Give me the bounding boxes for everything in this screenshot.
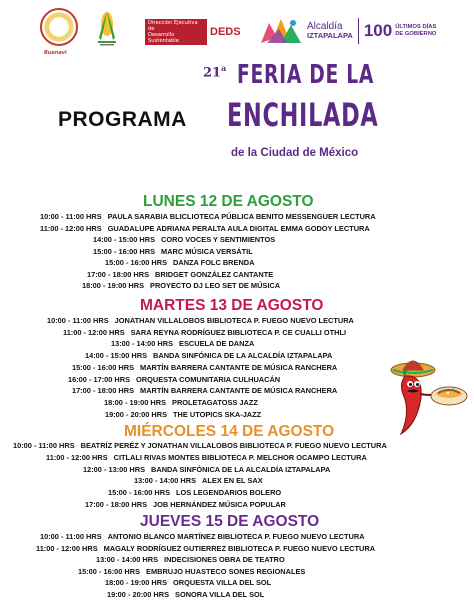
schedule-time: 17:00 - 18:00 HRS	[72, 386, 135, 396]
alcaldia-line1: Alcaldía	[307, 21, 343, 32]
schedule-activity: ORQUESTA COMUNITARIA CULHUACÁN	[136, 374, 281, 384]
schedule-time: 10:00 - 11:00 HRS	[47, 316, 109, 325]
schedule-row	[78, 567, 305, 577]
schedule-row	[111, 339, 254, 349]
schedule-activity: MAGALY RODRÍGUEZ GUTIERREZ BIBLIOTECA P. FUEGO NUEVO LECTURA	[103, 543, 376, 553]
schedule-activity: JOB HERNÁNDEZ MÚSICA POPULAR	[153, 500, 286, 509]
schedule-time: 18:00 - 19:00 HRS	[82, 281, 145, 290]
schedule-row	[46, 453, 367, 463]
schedule-time: 15:00 - 16:00 HRS	[105, 258, 168, 267]
days-text	[395, 24, 436, 38]
chili-mascot-illustration	[383, 354, 469, 440]
schedule-time: 11:00 - 12:00 HRS	[40, 223, 102, 233]
schedule-time: 15:00 - 16:00 HRS	[78, 566, 141, 576]
schedule-row	[93, 235, 275, 245]
schedule-row	[93, 247, 253, 257]
schedule-time: 18:00 - 19:00 HRS	[104, 397, 167, 407]
edition-number	[203, 63, 226, 80]
schedule-row	[85, 351, 332, 361]
schedule-activity: DANZA FOLC BRENDA	[173, 258, 255, 267]
alcaldia-emblem	[259, 17, 303, 45]
schedule-row	[105, 410, 261, 420]
schedule-row	[134, 476, 263, 486]
edition-value: 21	[203, 65, 222, 81]
deds-box-line1: Dirección Ejecutiva de	[148, 20, 198, 32]
schedule-row	[82, 281, 280, 291]
schedule-row	[40, 224, 370, 234]
schedule-time: 13:00 - 14:00 HRS	[96, 555, 159, 564]
schedule-time: 10:00 - 11:00 HRS	[40, 532, 102, 541]
schedule-activity: SARA REYNA RODRÍGUEZ BIBLIOTECA P. CE CUALLI OTHLI	[130, 327, 347, 337]
event-title-line1: FERIA DE LA	[237, 60, 375, 90]
schedule-row	[105, 258, 254, 268]
schedule-time: 10:00 - 11:00 HRS	[13, 441, 75, 450]
schedule-row	[36, 544, 375, 554]
deds-box-line2: Desarrollo Sustentable	[148, 32, 179, 44]
schedule-activity: PROLETAGATOSS JAZZ	[172, 397, 258, 407]
alcaldia-divider	[358, 18, 359, 44]
schedule-row	[13, 441, 387, 451]
schedule-activity: ORQUESTA VILLA DEL SOL	[173, 578, 272, 587]
schedule-time: 10:00 - 11:00 HRS	[40, 212, 102, 221]
schedule-row	[83, 465, 330, 475]
schedule-activity: THE UTOPICS SKA-JAZZ	[173, 409, 262, 419]
alcaldia-logo	[259, 16, 436, 46]
schedule-activity: BANDA SINFÓNICA DE LA ALCALDÍA IZTAPALAPA	[153, 351, 333, 361]
day-heading: MARTES 13 DE AGOSTO	[140, 297, 324, 314]
schedule-activity: JONATHAN VILLALOBOS BIBLIOTECA P. FUEGO NUEVO LECTURA	[114, 316, 354, 325]
deds-logo	[145, 22, 241, 42]
schedule-row	[72, 386, 337, 396]
schedule-activity: GUADALUPE ADRIANA PERALTA AULA DIGITAL EMMA GODOY LECTURA	[107, 223, 370, 233]
schedule-activity: INDECISIONES OBRA DE TEATRO	[164, 555, 285, 564]
day-heading: JUEVES 15 DE AGOSTO	[140, 513, 320, 530]
day-heading: MIÉRCOLES 14 DE AGOSTO	[124, 423, 335, 440]
schedule-row	[105, 578, 271, 588]
alcaldia-text	[307, 22, 353, 40]
schedule-row	[40, 212, 376, 222]
schedule-time: 14:00 - 15:00 HRS	[85, 351, 148, 361]
event-subtitle: de la Ciudad de México	[231, 147, 359, 159]
schedule-time: 17:00 - 18:00 HRS	[87, 269, 150, 279]
schedule-time: 11:00 - 12:00 HRS	[36, 543, 98, 553]
seal-logo-text: Buenavi	[44, 50, 67, 56]
schedule-row	[108, 488, 281, 498]
schedule-activity: EMBRUJO HUASTECO SONES REGIONALES	[146, 566, 306, 576]
schedule-time: 12:00 - 13:00 HRS	[83, 464, 146, 474]
schedule-time: 15:00 - 16:00 HRS	[93, 246, 156, 256]
schedule-activity: LOS LEGENDARIOS BOLERO	[176, 488, 282, 498]
deds-word: DEDS	[210, 26, 241, 38]
schedule-activity: PROYECTO DJ LEO SET DE MÚSICA	[150, 281, 281, 290]
schedule-time: 18:00 - 19:00 HRS	[105, 578, 168, 587]
seal-logo	[40, 8, 78, 56]
schedule-activity: SONORA VILLA DEL SOL	[175, 589, 265, 599]
header-logos	[0, 8, 474, 54]
day-heading: LUNES 12 DE AGOSTO	[143, 193, 314, 210]
schedule-time: 13:00 - 14:00 HRS	[134, 476, 197, 486]
edition-superscript: a	[221, 63, 227, 73]
programa-heading: PROGRAMA	[58, 108, 187, 131]
schedule-time: 19:00 - 20:00 HRS	[107, 589, 170, 599]
schedule-row	[72, 363, 337, 373]
schedule-row	[47, 316, 354, 326]
schedule-row	[68, 375, 280, 385]
schedule-activity: CORO VOCES Y SENTIMIENTOS	[161, 235, 276, 244]
schedule-row	[107, 590, 264, 600]
schedule-time: 11:00 - 12:00 HRS	[63, 327, 125, 337]
deds-box	[145, 19, 207, 45]
days-line1: ÚLTIMOS DÍAS	[395, 24, 437, 30]
schedule-activity: ALEX EN EL SAX	[202, 476, 263, 486]
days-number: 100	[363, 21, 393, 40]
schedule-activity: MARTÍN BARRERA CANTANTE DE MÚSICA RANCHERA	[140, 386, 338, 396]
schedule-row	[87, 270, 273, 280]
schedule-time: 17:00 - 18:00 HRS	[85, 500, 148, 509]
schedule-time: 19:00 - 20:00 HRS	[105, 409, 168, 419]
alcaldia-line2: IZTAPALAPA	[307, 31, 353, 40]
schedule-activity: BANDA SINFÓNICA DE LA ALCALDÍA IZTAPALAPA	[151, 464, 331, 474]
schedule-row	[104, 398, 258, 408]
schedule-time: 11:00 - 12:00 HRS	[46, 452, 108, 462]
days-line2: DE GOBIERNO	[395, 31, 437, 37]
schedule-time: 15:00 - 16:00 HRS	[72, 362, 135, 372]
schedule-activity: MARC MÚSICA VERSÁTIL	[161, 246, 253, 256]
schedule-activity: BRIDGET GONZÁLEZ CANTANTE	[155, 269, 274, 279]
schedule-activity: PAULA SARABIA BLICLIOTECA PÚBLICA BENITO MESSENGUER LECTURA	[107, 212, 376, 221]
schedule-row	[40, 532, 365, 542]
schedule-row	[96, 555, 285, 565]
event-title-line2: ENCHILADA	[227, 96, 379, 134]
schedule-time: 14:00 - 15:00 HRS	[93, 235, 156, 244]
corn-logo	[94, 8, 120, 48]
schedule-activity: ESCUELA DE DANZA	[179, 339, 255, 349]
schedule-time: 13:00 - 14:00 HRS	[111, 339, 174, 349]
schedule-activity: MARTÍN BARRERA CANTANTE DE MÚSICA RANCHERA	[140, 362, 338, 372]
schedule-row	[85, 500, 286, 510]
schedule-activity: ANTONIO BLANCO MARTÍNEZ BIBLIOTECA P. FUEGO NUEVO LECTURA	[107, 532, 365, 541]
schedule-activity: CITLALI RIVAS MONTES BIBLIOTECA P. MELCHOR OCAMPO LECTURA	[113, 452, 367, 462]
schedule-time: 16:00 - 17:00 HRS	[68, 374, 131, 384]
schedule-time: 15:00 - 16:00 HRS	[108, 488, 171, 498]
schedule-activity: BEATRÍZ PERÉZ Y JONATHAN VILLALOBOS BIBLIOTECA P. FUEGO NUEVO LECTURA	[80, 441, 387, 450]
schedule-row	[63, 328, 346, 338]
